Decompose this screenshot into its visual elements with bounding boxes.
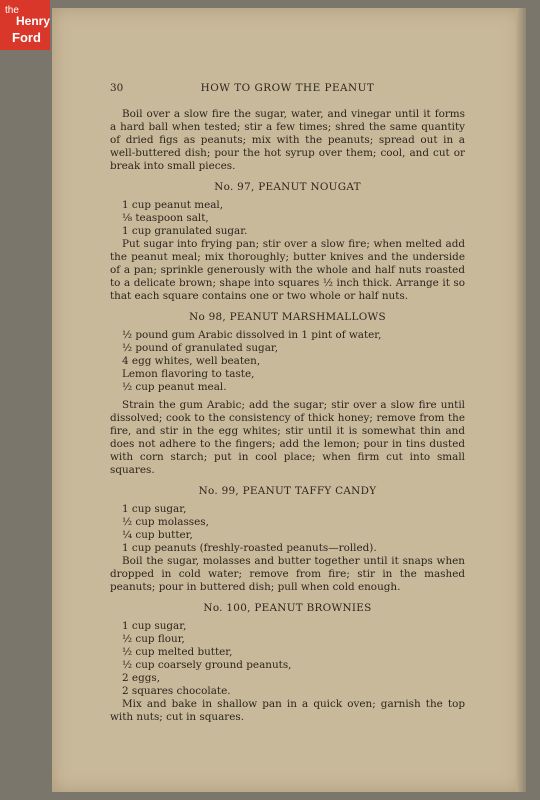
page-header xyxy=(110,82,465,108)
henry-ford-logo xyxy=(0,0,50,50)
ingredient: ¼ cup butter, xyxy=(122,529,193,541)
ingredient: 1 cup peanut meal, xyxy=(122,199,224,211)
logo-ford: Ford xyxy=(12,30,41,45)
recipe-instructions: Put sugar into frying pan; stir over a slow fire; when melted add the peanut meal; mix thoroughly; butter knives and the underside of a pan; sprinkle generously with the whole and half nuts roasted to a delicate brown; shape into squares ½ inch thick. Arrange it so that each square contains one or two whole or half nuts. xyxy=(110,238,465,302)
running-title: HOW TO GROW THE PEANUT xyxy=(200,82,375,94)
ingredient: 2 squares chocolate. xyxy=(122,685,231,697)
ingredient: 1 cup sugar, xyxy=(122,620,187,632)
ingredient: 1 cup granulated sugar. xyxy=(122,225,248,237)
logo-henry: Henry xyxy=(16,14,51,28)
intro-paragraph: Boil over a slow fire the sugar, water, and vinegar until it forms a hard ball when tested; stir a few times; shred the same quantity of dried figs as peanuts; mix with the peanuts; spread out in a well-buttered dish; pour the hot syrup over them; cool, and cut or break into small pieces. xyxy=(110,108,465,172)
page-text xyxy=(110,82,465,724)
ingredient: 2 eggs, xyxy=(122,672,161,684)
ingredient: ⅛ teaspoon salt, xyxy=(122,212,209,224)
ingredient: ½ cup melted butter, xyxy=(122,646,233,658)
ingredient: ½ cup coarsely ground peanuts, xyxy=(122,659,292,671)
ingredient: ½ pound gum Arabic dissolved in 1 pint of water, xyxy=(122,329,382,341)
ingredient: 4 egg whites, well beaten, xyxy=(122,355,261,367)
recipe-heading: No. 100, PEANUT BROWNIES xyxy=(203,602,372,614)
recipe-heading: No. 99, PEANUT TAFFY CANDY xyxy=(198,485,377,497)
recipe-instructions: Strain the gum Arabic; add the sugar; stir over a slow fire until dissolved; cook to the consistency of thick honey; remove from the fire, and stir in the egg whites; stir until it is somewhat thin and does not adhere to the fingers; add the lemon; pour in tins dusted with corn starch; put in cool place; when firm cut into small squares. xyxy=(110,399,465,476)
ingredient: ½ cup flour, xyxy=(122,633,185,645)
recipe-heading: No 98, PEANUT MARSHMALLOWS xyxy=(189,311,386,323)
recipe-instructions: Mix and bake in shallow pan in a quick oven; garnish the top with nuts; cut in squares. xyxy=(110,698,465,723)
ingredient: Lemon flavoring to taste, xyxy=(122,368,255,380)
ingredient: 1 cup sugar, xyxy=(122,503,187,515)
ingredient: ½ cup molasses, xyxy=(122,516,209,528)
ingredient: ½ pound of granulated sugar, xyxy=(122,342,279,354)
ingredient: 1 cup peanuts (freshly-roasted peanuts—rolled). xyxy=(122,542,377,554)
page-number: 30 xyxy=(110,82,124,94)
recipe-heading: No. 97, PEANUT NOUGAT xyxy=(214,181,361,193)
logo-the: the xyxy=(5,5,19,16)
page-edge xyxy=(516,8,526,792)
recipe-instructions: Boil the sugar, molasses and butter together until it snaps when dropped in cold water; remove from fire; stir in the mashed peanuts; pour in buttered dish; pull when cold enough. xyxy=(110,555,465,593)
ingredient: ½ cup peanut meal. xyxy=(122,381,227,393)
